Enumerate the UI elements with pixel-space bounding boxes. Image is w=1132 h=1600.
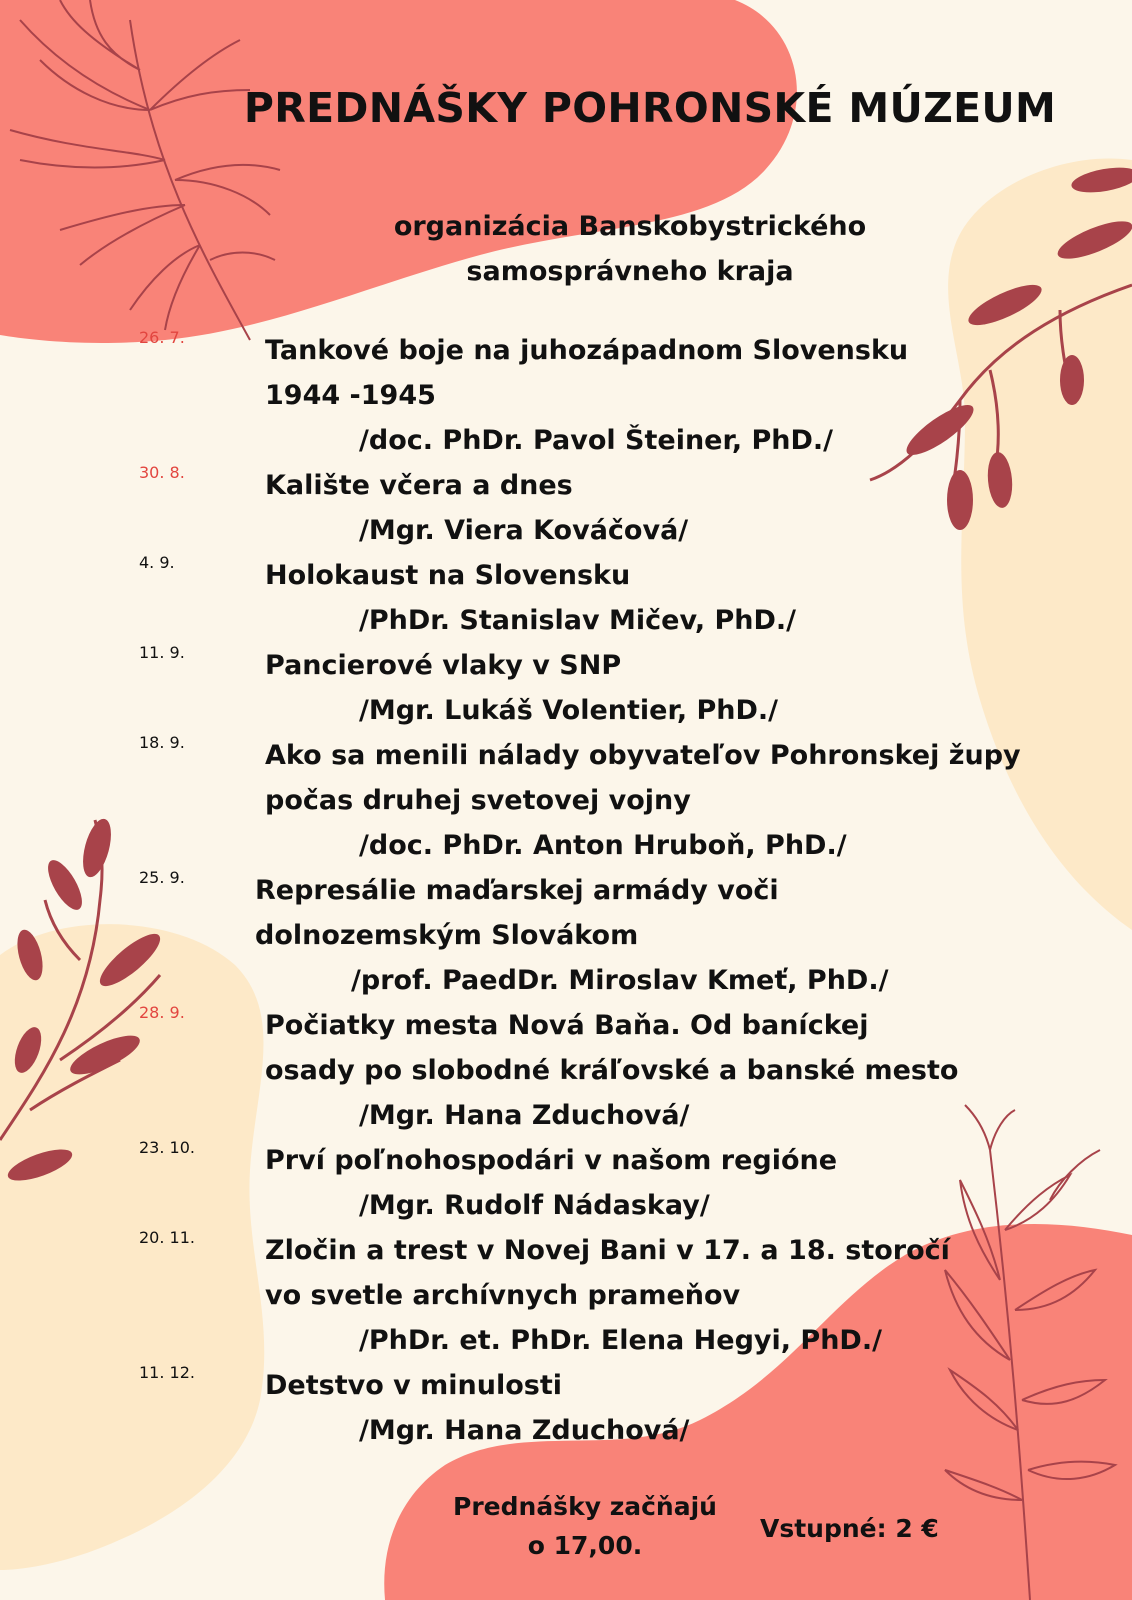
lecture-date: 18. 9. [139,733,185,752]
lecture-title-line: osady po slobodné kráľovské a banské mesto [265,1055,959,1086]
lecture-title-line: Ako sa menili nálady obyvateľov Pohronskej župy [265,740,1021,771]
lecture-item [139,553,1119,643]
poster-subtitle [330,204,930,294]
lecture-title-line: počas druhej svetovej vojny [265,785,691,816]
lecture-item [139,1363,1119,1453]
lecture-speaker: /Mgr. Viera Kováčová/ [359,515,689,546]
lecture-list [139,328,1119,1453]
lecture-speaker: /Mgr. Hana Zduchová/ [359,1100,690,1131]
lecture-title-line: Detstvo v minulosti [265,1370,563,1401]
lecture-date: 4. 9. [139,553,175,572]
lecture-item [139,1003,1119,1138]
lecture-speaker: /doc. PhDr. Pavol Šteiner, PhD./ [359,425,834,456]
lecture-speaker: /PhDr. Stanislav Mičev, PhD./ [359,605,797,636]
lecture-item [139,463,1119,553]
lecture-title-line: Kalište včera a dnes [265,470,573,501]
lecture-title-line: vo svetle archívnych prameňov [265,1280,741,1311]
lecture-title-line: Represálie maďarskej armády voči [255,875,779,906]
lecture-item [139,1138,1119,1228]
lecture-speaker: /Mgr. Hana Zduchová/ [359,1415,690,1446]
lecture-speaker: /Mgr. Lukáš Volentier, PhD./ [359,695,779,726]
lecture-date: 30. 8. [139,463,185,482]
lecture-title-line: Tankové boje na juhozápadnom Slovensku [265,335,909,366]
lecture-title-line: Pancierové vlaky v SNP [265,650,622,681]
lecture-title-line: Holokaust na Slovensku [265,560,631,591]
lecture-speaker: /doc. PhDr. Anton Hruboň, PhD./ [359,830,847,861]
lecture-speaker: /prof. PaedDr. Miroslav Kmeť, PhD./ [351,965,889,996]
lecture-title-line: Počiatky mesta Nová Baňa. Od baníckej [265,1010,869,1041]
lecture-date: 20. 11. [139,1228,195,1247]
subtitle-line: samosprávneho kraja [466,256,794,287]
lecture-title-line: Prví poľnohospodári v našom regióne [265,1145,838,1176]
lecture-title-line: Zločin a trest v Novej Bani v 17. a 18. storočí [265,1235,950,1266]
lecture-date: 11. 12. [139,1363,195,1382]
lecture-date: 11. 9. [139,643,185,662]
lecture-date: 23. 10. [139,1138,195,1157]
subtitle-line: organizácia Banskobystrického [393,211,867,242]
lecture-speaker: /PhDr. et. PhDr. Elena Hegyi, PhD./ [359,1325,882,1356]
admission-price: Vstupné: 2 € [760,1514,939,1543]
lecture-speaker: /Mgr. Rudolf Nádaskay/ [359,1190,710,1221]
lecture-date: 28. 9. [139,1003,185,1022]
start-time-line: Prednášky začňajú [453,1492,717,1521]
lecture-item [139,328,1119,463]
lecture-date: 25. 9. [139,868,185,887]
poster-title: PREDNÁŠKY POHRONSKÉ MÚZEUM [243,84,1057,132]
lecture-item [139,1228,1119,1363]
start-time-note [420,1487,750,1565]
lecture-title-line: 1944 -1945 [265,380,436,411]
lecture-date: 26. 7. [139,328,185,347]
lecture-title-line: dolnozemským Slovákom [255,920,639,951]
lecture-item [139,643,1119,733]
start-time-line: o 17,00. [527,1531,643,1560]
lecture-item [139,733,1119,868]
lecture-item [139,868,1119,1003]
